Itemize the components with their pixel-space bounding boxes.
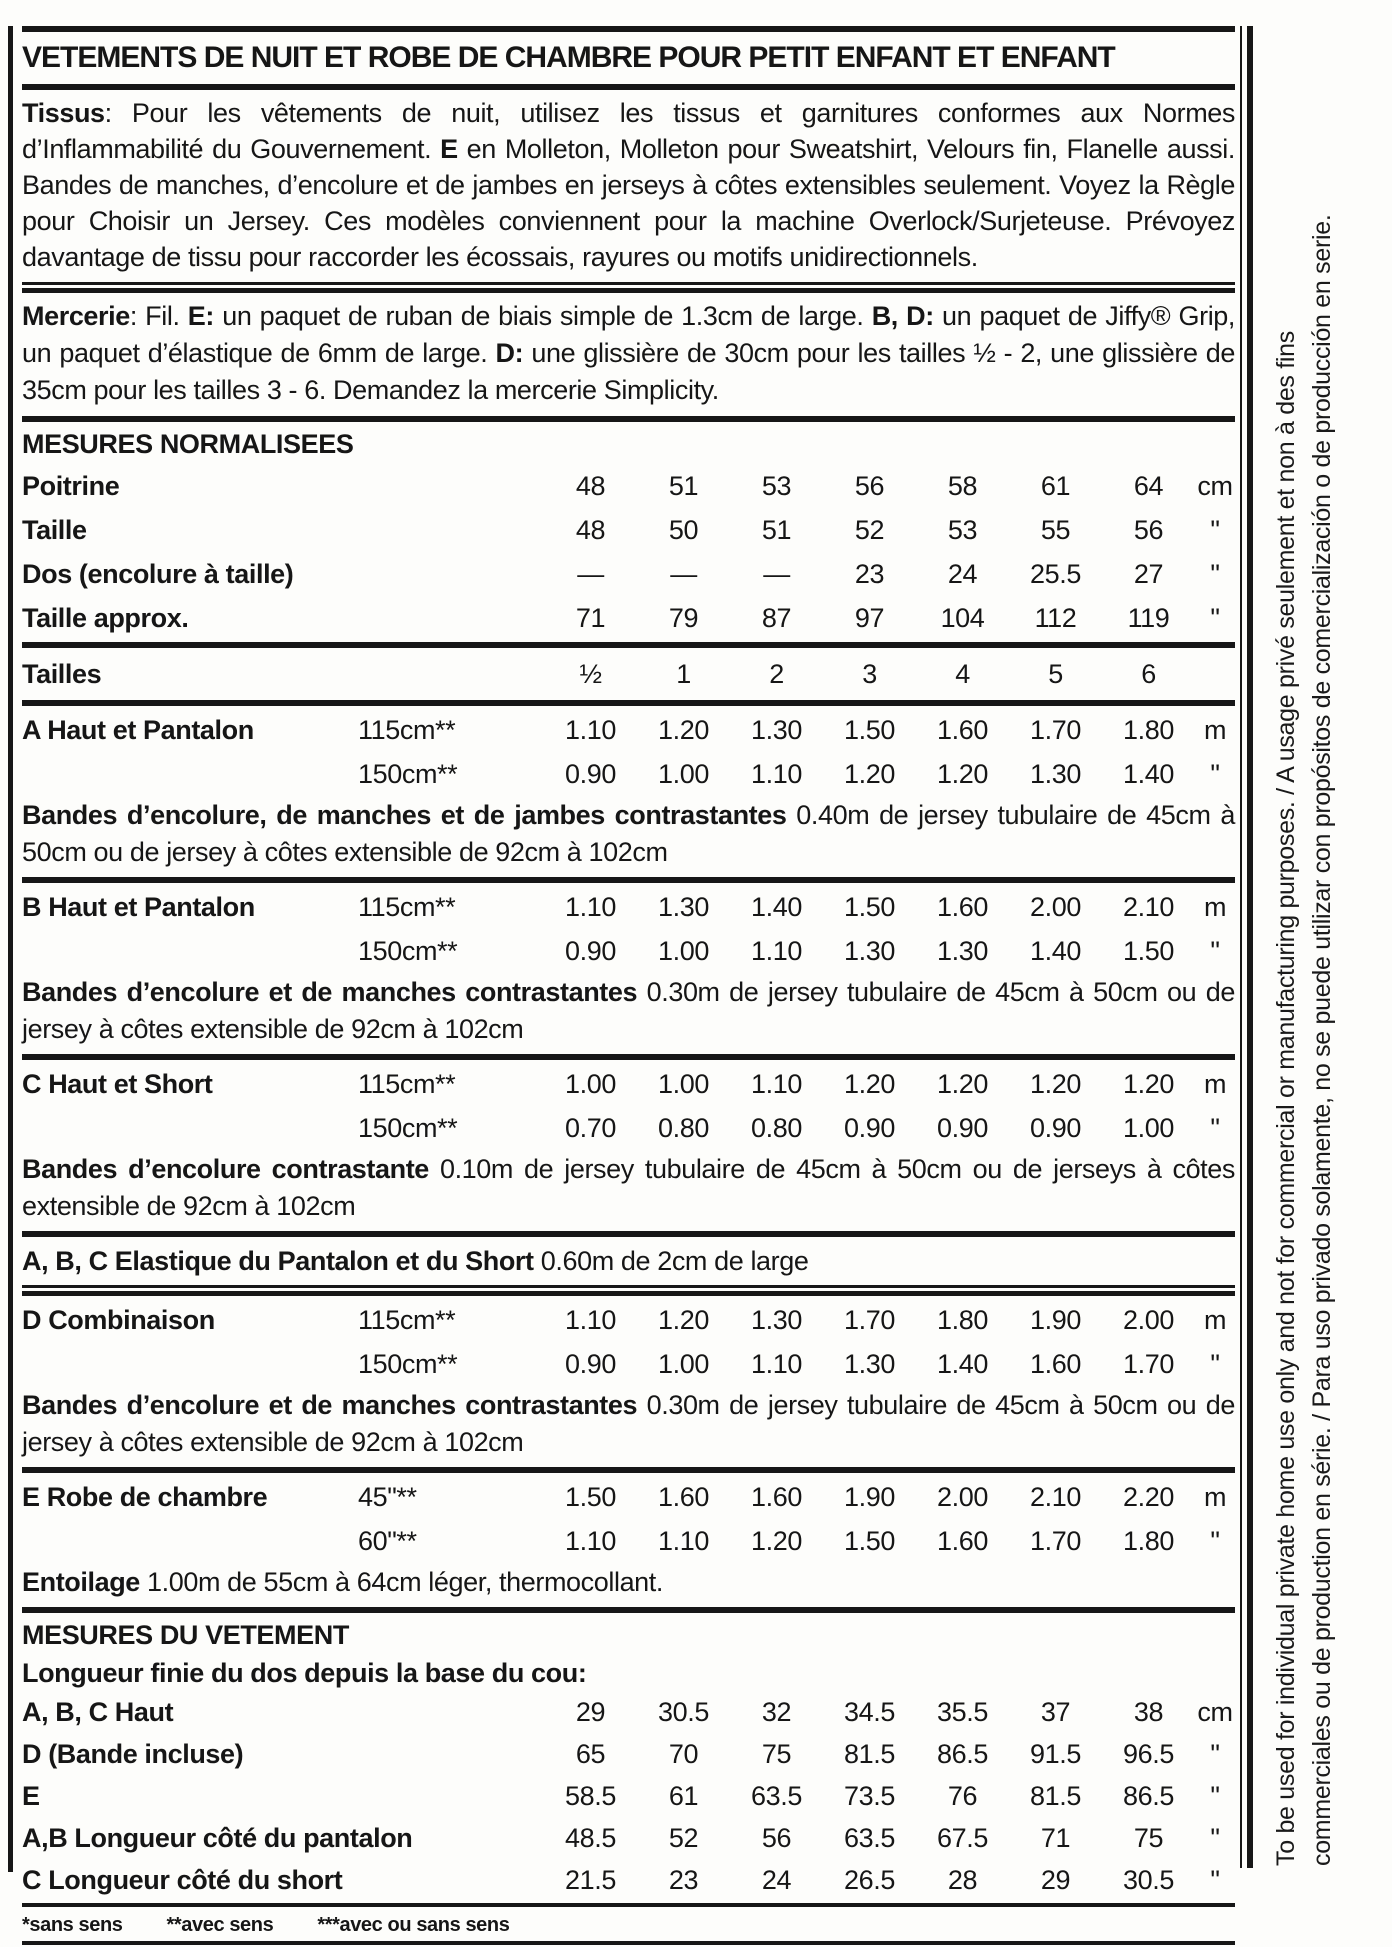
section-label: E Robe de chambre — [22, 1482, 268, 1512]
measure-value: 58.5 — [565, 1781, 616, 1811]
yardage-value: 1.30 — [751, 715, 802, 745]
yardage-value: 1.20 — [844, 1069, 895, 1099]
yardage-value: 1.20 — [844, 759, 895, 789]
yardage-value: 1.10 — [751, 1069, 802, 1099]
measure-value: 67.5 — [937, 1823, 988, 1853]
yardage-value: 1.00 — [658, 759, 709, 789]
size-value: 79 — [668, 603, 699, 633]
unit-cell: " — [1210, 559, 1220, 589]
unit-cell: " — [1210, 515, 1220, 545]
row-label: E — [22, 1781, 40, 1811]
table-row — [22, 1817, 1235, 1859]
section-rule — [22, 416, 1235, 422]
page-title: VETEMENTS DE NUIT ET ROBE DE CHAMBRE POUR PETIT ENFANT ET ENFANT — [22, 41, 1115, 74]
mercerie-lead: Mercerie — [22, 301, 130, 331]
table-row — [22, 929, 1235, 973]
section-rule-double — [22, 282, 1235, 293]
yardage-value: 1.60 — [937, 715, 988, 745]
footnote-row — [22, 1909, 1235, 1939]
tissus-view-letter: E — [440, 134, 458, 164]
section-label: B Haut et Pantalon — [22, 892, 255, 922]
yardage-value: 1.30 — [658, 892, 709, 922]
row-label: Taille — [22, 515, 87, 545]
measure-value: 30.5 — [658, 1697, 709, 1727]
yardage-value: 1.50 — [844, 1526, 895, 1556]
copyright-line-1: To be used for individual private home use only and not for commercial or manufacturing purposes. / A usage privé seulement et non à des fins — [1272, 331, 1300, 1866]
std-measures-table — [22, 464, 1235, 640]
measure-value: 29 — [1040, 1865, 1071, 1895]
yardage-value: 1.00 — [658, 1349, 709, 1379]
yardage-section-c — [22, 1062, 1235, 1225]
yardage-value: 1.00 — [565, 1069, 616, 1099]
size-value: 53 — [947, 515, 978, 545]
row-label: D (Bande incluse) — [22, 1739, 244, 1769]
size-value: 53 — [761, 471, 792, 501]
size-value: 48 — [575, 471, 606, 501]
unit-cell: m — [1203, 715, 1227, 745]
unit-cell: " — [1210, 1526, 1220, 1556]
note-bold: Bandes d’encolure contrastante — [22, 1154, 429, 1184]
table-row — [22, 752, 1235, 796]
elastic-label: A, B, C Elastique du Pantalon et du Short — [22, 1246, 534, 1276]
table-row — [22, 1342, 1235, 1386]
title-rule — [22, 84, 1235, 90]
yardage-value: 0.90 — [844, 1113, 895, 1143]
size-value: 2 — [769, 659, 784, 689]
measure-value: 37 — [1040, 1697, 1071, 1727]
yardage-value: 1.10 — [565, 1526, 616, 1556]
section-rule — [22, 1054, 1235, 1060]
section-note — [22, 797, 1235, 871]
section-label: D Combinaison — [22, 1305, 215, 1335]
unit-cell: m — [1203, 892, 1227, 922]
size-value: 119 — [1127, 603, 1170, 633]
garment-measures-subheader: Longueur finie du dos depuis la base du cou: — [22, 1658, 587, 1688]
yardage-value: 1.20 — [937, 759, 988, 789]
section-rule — [22, 700, 1235, 706]
top-rule — [22, 26, 1235, 32]
size-value: 52 — [854, 515, 885, 545]
yardage-value: 1.00 — [658, 1069, 709, 1099]
footnote-item: **avec sens — [166, 1914, 274, 1936]
unit-cell: " — [1210, 936, 1220, 966]
measure-value: 86.5 — [1123, 1781, 1174, 1811]
table-row — [22, 1859, 1235, 1901]
tissus-paragraph — [22, 95, 1235, 275]
footnote-item: *sans sens — [22, 1914, 123, 1936]
mercerie-d-label: D: — [495, 338, 524, 368]
yardage-value: 1.20 — [751, 1526, 802, 1556]
measure-value: 81.5 — [844, 1739, 895, 1769]
unit-cell: cm — [1197, 1697, 1233, 1727]
yardage-value: 1.20 — [1030, 1069, 1081, 1099]
unit-cell: " — [1210, 603, 1220, 633]
measure-value: 38 — [1133, 1697, 1164, 1727]
yardage-value: 1.30 — [751, 1305, 802, 1335]
yardage-value: 1.50 — [1123, 936, 1174, 966]
yardage-value: 1.40 — [1123, 759, 1174, 789]
note-bold: Bandes d’encolure et de manches contrastantes — [22, 977, 638, 1007]
yardage-section-e — [22, 1475, 1235, 1601]
table-row — [22, 1775, 1235, 1817]
yardage-value: 1.30 — [1030, 759, 1081, 789]
table-row — [22, 1519, 1235, 1563]
yardage-value: 2.00 — [1030, 892, 1081, 922]
size-value: 87 — [761, 603, 792, 633]
yardage-value: 1.80 — [1123, 1526, 1174, 1556]
bottom-rule — [22, 1941, 1235, 1945]
yardage-value: 1.40 — [751, 892, 802, 922]
yardage-value: 1.40 — [1030, 936, 1081, 966]
yardage-value: 1.30 — [844, 1349, 895, 1379]
yardage-value: 0.70 — [565, 1113, 616, 1143]
yardage-value: 1.90 — [1030, 1305, 1081, 1335]
row-label: A,B Longueur côté du pantalon — [22, 1823, 413, 1853]
fabric-width-spec: 115cm** — [358, 892, 456, 922]
note-text: 0.30m de jersey tubulaire de 45cm à 50cm ou de jersey à côtes extensible de 92cm à 102cm — [22, 977, 1235, 1044]
yardage-value: 1.10 — [751, 936, 802, 966]
mercerie-text-1: : Fil. — [129, 301, 188, 331]
size-value: 25.5 — [1030, 559, 1081, 589]
size-value: 71 — [575, 603, 606, 633]
note-text: 0.40m de jersey tubulaire de 45cm à 50cm ou de jersey à côtes extensible de 92cm à 102cm — [22, 800, 1235, 867]
size-value: 56 — [854, 471, 885, 501]
yardage-value: 0.90 — [1030, 1113, 1081, 1143]
measure-value: 32 — [761, 1697, 792, 1727]
note-text: 0.10m de jersey tubulaire de 45cm à 50cm ou de jerseys à côtes extensible de 92cm à 102cm — [22, 1154, 1236, 1221]
unit-cell: " — [1210, 1113, 1220, 1143]
row-label: C Longueur côté du short — [22, 1865, 343, 1895]
footnote-item: ***avec ou sans sens — [317, 1914, 510, 1936]
size-value: 51 — [761, 515, 792, 545]
unit-cell: m — [1203, 1305, 1227, 1335]
yardage-section-d — [22, 1298, 1235, 1461]
size-value: 112 — [1034, 603, 1077, 633]
left-border-rule — [8, 26, 13, 1872]
tissus-text-2: en Molleton, Molleton pour Sweatshirt, Velours fin, Flanelle aussi. Bandes de manches, d’encolure et de jambes en jerseys à côtes extensibles seulement. Voyez la Règle pour Choisir un Jersey. Ces modèles conviennent pour la machine Overlock/Surjeteuse. Prévoyez davantage de tissu pour raccorder les écossais, rayures ou motifs unidirectionnels. — [22, 134, 1235, 272]
yardage-value: 1.60 — [1030, 1349, 1081, 1379]
yardage-value: 2.20 — [1123, 1482, 1174, 1512]
yardage-value: 1.00 — [658, 936, 709, 966]
size-value: 1 — [676, 659, 691, 689]
copyright-line-2: commerciales ou de production en série. / Para uso privado solamente, no se puede utilizar con propósitos de comercialización o de producción en serie. — [1308, 214, 1336, 1866]
yardage-value: 2.00 — [937, 1482, 988, 1512]
interfacing-note — [22, 1564, 1235, 1601]
size-value: 56 — [1133, 515, 1164, 545]
yardage-value: 0.90 — [565, 759, 616, 789]
section-rule — [22, 1607, 1235, 1613]
measure-value: 73.5 — [844, 1781, 895, 1811]
measure-value: 91.5 — [1030, 1739, 1081, 1769]
table-row — [22, 1733, 1235, 1775]
measure-value: 52 — [668, 1823, 699, 1853]
fabric-width-spec: 150cm** — [358, 759, 458, 789]
sidebar-divider-thick — [1247, 26, 1253, 1868]
measure-value: 28 — [947, 1865, 978, 1895]
sidebar-divider-thin — [1240, 26, 1242, 1868]
yardage-value: 1.00 — [1123, 1113, 1174, 1143]
yardage-value: 1.60 — [751, 1482, 802, 1512]
size-value: 3 — [862, 659, 877, 689]
yardage-value: 1.20 — [658, 715, 709, 745]
section-note — [22, 1151, 1235, 1225]
tissus-lead: Tissus — [22, 98, 105, 128]
row-label: A, B, C Haut — [22, 1697, 174, 1727]
measure-value: 65 — [575, 1739, 606, 1769]
size-value: 51 — [668, 471, 699, 501]
yardage-value: 1.80 — [937, 1305, 988, 1335]
unit-cell: " — [1210, 759, 1220, 789]
measure-value: 76 — [947, 1781, 978, 1811]
yardage-value: 1.50 — [844, 715, 895, 745]
table-row — [22, 596, 1235, 640]
measure-value: 35.5 — [937, 1697, 988, 1727]
measure-value: 30.5 — [1123, 1865, 1174, 1895]
unit-cell: m — [1203, 1482, 1227, 1512]
size-value: 97 — [854, 603, 885, 633]
yardage-value: 0.90 — [565, 936, 616, 966]
note-bold: Entoilage — [22, 1567, 140, 1597]
size-value: — — [577, 559, 604, 589]
yardage-value: 1.10 — [565, 715, 616, 745]
size-value: 48 — [575, 515, 606, 545]
mercerie-text-4: une glissière de 30cm pour les tailles ½ - 2, une glissière de 35cm pour les tailles 3 - 6. Demandez la mercerie Simplicity. — [22, 338, 1235, 405]
table-row — [22, 1691, 1235, 1733]
size-value: — — [763, 559, 790, 589]
yardage-value: 1.10 — [751, 1349, 802, 1379]
size-value: 5 — [1048, 659, 1063, 689]
yardage-value: 0.80 — [751, 1113, 802, 1143]
yardage-value: 1.10 — [565, 1305, 616, 1335]
measure-value: 56 — [761, 1823, 792, 1853]
section-label: A Haut et Pantalon — [22, 715, 254, 745]
measure-value: 96.5 — [1123, 1739, 1174, 1769]
mercerie-e-label: E: — [187, 301, 214, 331]
fabric-width-spec: 60"** — [358, 1526, 417, 1556]
size-value: 23 — [854, 559, 885, 589]
mercerie-text-3: un paquet de Jiffy® Grip, un paquet d’élastique de 6mm de large. — [22, 301, 1236, 368]
yardage-value: 1.50 — [565, 1482, 616, 1512]
measure-value: 70 — [668, 1739, 699, 1769]
section-rule — [22, 1231, 1235, 1237]
fabric-width-spec: 115cm** — [358, 1069, 456, 1099]
size-value: 50 — [668, 515, 699, 545]
tissus-text-1: : Pour les vêtements de nuit, utilisez les tissus et garnitures conformes aux Normes d’Inflammabilité du Gouvernement. — [22, 98, 1235, 164]
measure-value: 48.5 — [565, 1823, 616, 1853]
yardage-value: 1.10 — [565, 892, 616, 922]
sizes-row — [22, 650, 1235, 698]
fabric-width-spec: 150cm** — [358, 1113, 458, 1143]
yardage-value: 1.20 — [937, 1069, 988, 1099]
mercerie-bd-label: B, D: — [871, 301, 934, 331]
yardage-value: 1.70 — [1123, 1349, 1174, 1379]
copyright-sidebar — [1268, 66, 1340, 1866]
yardage-value: 1.30 — [844, 936, 895, 966]
section-note — [22, 974, 1235, 1048]
measure-value: 75 — [1133, 1823, 1164, 1853]
unit-cell: cm — [1197, 471, 1233, 501]
yardage-value: 1.20 — [1123, 1069, 1174, 1099]
size-value: 4 — [955, 659, 970, 689]
yardage-section-a — [22, 708, 1235, 871]
yardage-value: 1.80 — [1123, 715, 1174, 745]
yardage-value: 1.70 — [1030, 1526, 1081, 1556]
yardage-value: 1.60 — [937, 892, 988, 922]
fabric-width-spec: 115cm** — [358, 1305, 456, 1335]
size-value: 6 — [1141, 659, 1156, 689]
note-text: 0.30m de jersey tubulaire de 45cm à 50cm ou de jersey à côtes extensible de 92cm à 102cm — [22, 1390, 1235, 1457]
yardage-value: 2.00 — [1123, 1305, 1174, 1335]
measure-value: 63.5 — [751, 1781, 802, 1811]
section-rule — [22, 642, 1235, 648]
note-bold: Bandes d’encolure, de manches et de jambes contrastantes — [22, 800, 787, 830]
yardage-value: 1.90 — [844, 1482, 895, 1512]
garment-measures-header: MESURES DU VETEMENT — [22, 1620, 349, 1650]
size-value: 64 — [1133, 471, 1164, 501]
size-value: 61 — [1040, 471, 1071, 501]
table-row — [22, 508, 1235, 552]
section-note — [22, 1387, 1235, 1461]
table-row — [22, 464, 1235, 508]
fabric-width-spec: 45"** — [358, 1482, 417, 1512]
size-value: 55 — [1040, 515, 1071, 545]
size-value: 58 — [947, 471, 978, 501]
footnote-rule — [22, 1903, 1235, 1907]
elastic-row — [22, 1239, 1235, 1283]
section-rule-double — [22, 1285, 1235, 1296]
size-value: ½ — [579, 659, 602, 689]
fabric-width-spec: 115cm** — [358, 715, 456, 745]
yardage-value: 1.20 — [658, 1305, 709, 1335]
yardage-value: 2.10 — [1030, 1482, 1081, 1512]
note-bold: Bandes d’encolure et de manches contrastantes — [22, 1390, 638, 1420]
measure-value: 81.5 — [1030, 1781, 1081, 1811]
yardage-value: 1.10 — [751, 759, 802, 789]
section-rule — [22, 1467, 1235, 1473]
section-rule — [22, 877, 1235, 883]
yardage-value: 1.30 — [937, 936, 988, 966]
yardage-value: 1.40 — [937, 1349, 988, 1379]
measure-value: 61 — [668, 1781, 699, 1811]
row-label: Taille approx. — [22, 603, 189, 633]
fabric-width-spec: 150cm** — [358, 1349, 458, 1379]
size-value: 104 — [940, 603, 985, 633]
yardage-value: 1.70 — [844, 1305, 895, 1335]
section-label: C Haut et Short — [22, 1069, 213, 1099]
std-measures-header: MESURES NORMALISEES — [22, 429, 354, 459]
measure-value: 21.5 — [565, 1865, 616, 1895]
measure-value: 24 — [761, 1865, 792, 1895]
measure-value: 63.5 — [844, 1823, 895, 1853]
measure-value: 23 — [668, 1865, 699, 1895]
measure-value: 86.5 — [937, 1739, 988, 1769]
elastic-text: 0.60m de 2cm de large — [533, 1246, 809, 1276]
mercerie-paragraph — [22, 298, 1235, 409]
main-content — [22, 24, 1235, 1947]
unit-cell: m — [1203, 1069, 1227, 1099]
mercerie-text-2: un paquet de ruban de biais simple de 1.3cm de large. — [214, 301, 872, 331]
size-value: — — [670, 559, 697, 589]
unit-cell: " — [1210, 1823, 1220, 1853]
yardage-value: 1.10 — [658, 1526, 709, 1556]
measure-value: 71 — [1040, 1823, 1071, 1853]
yardage-value: 0.80 — [658, 1113, 709, 1143]
yardage-value: 0.90 — [937, 1113, 988, 1143]
measure-value: 29 — [575, 1697, 606, 1727]
sizes-label: Tailles — [22, 659, 102, 689]
yardage-section-b — [22, 885, 1235, 1048]
measure-value: 26.5 — [844, 1865, 895, 1895]
size-value: 24 — [947, 559, 978, 589]
measure-value: 34.5 — [844, 1697, 895, 1727]
unit-cell: " — [1210, 1739, 1220, 1769]
yardage-value: 2.10 — [1123, 892, 1174, 922]
yardage-value: 1.60 — [658, 1482, 709, 1512]
garment-measures-table — [22, 1691, 1235, 1901]
size-value: 27 — [1133, 559, 1164, 589]
yardage-value: 1.50 — [844, 892, 895, 922]
row-label: Dos (encolure à taille) — [22, 559, 294, 589]
measure-value: 75 — [761, 1739, 792, 1769]
table-row — [22, 1106, 1235, 1150]
unit-cell: " — [1210, 1781, 1220, 1811]
yardage-value: 0.90 — [565, 1349, 616, 1379]
table-row — [22, 552, 1235, 596]
yardage-value: 1.60 — [937, 1526, 988, 1556]
row-label: Poitrine — [22, 471, 120, 501]
fabric-width-spec: 150cm** — [358, 936, 458, 966]
note-text: 1.00m de 55cm à 64cm léger, thermocollant. — [139, 1567, 663, 1597]
yardage-value: 1.70 — [1030, 715, 1081, 745]
unit-cell: " — [1210, 1349, 1220, 1379]
unit-cell: " — [1210, 1865, 1220, 1895]
